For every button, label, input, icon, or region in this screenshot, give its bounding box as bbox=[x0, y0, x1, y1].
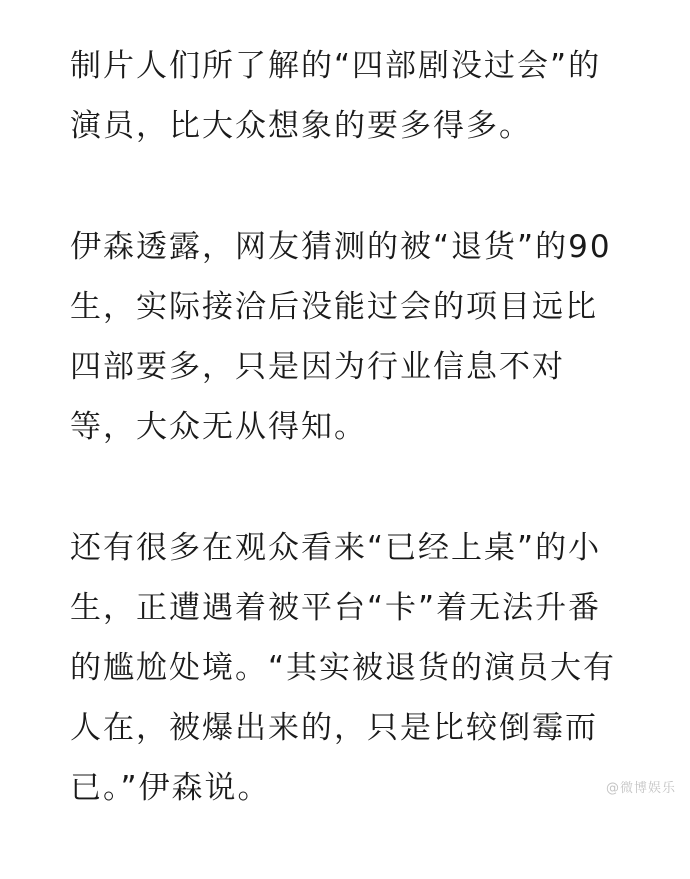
text-line: 伊森透露，网友猜测的被“退货”的90 bbox=[70, 229, 612, 265]
text-line: 演员，比大众想象的要多得多。 bbox=[70, 108, 532, 144]
watermark: @微博娱乐 bbox=[605, 781, 676, 796]
text-line: 已。”伊森说。 bbox=[70, 770, 271, 806]
text-line: 人在，被爆出来的，只是比较倒霉而 bbox=[70, 710, 598, 746]
text-line: 制片人们所了解的“四部剧没过会”的 bbox=[70, 48, 602, 84]
text-line: 的尴尬处境。“其实被退货的演员大有 bbox=[70, 650, 617, 686]
article-body bbox=[70, 36, 630, 879]
text-line: 还有很多在观众看来“已经上桌”的小 bbox=[70, 530, 602, 566]
text-line: 生，实际接洽后没能过会的项目远比 bbox=[70, 289, 598, 325]
text-line: 四部要多，只是因为行业信息不对 bbox=[70, 349, 565, 385]
paragraph-3 bbox=[70, 518, 630, 818]
paragraph-1 bbox=[70, 36, 630, 156]
text-line: 等，大众无从得知。 bbox=[70, 409, 367, 445]
text-line: 生，正遭遇着被平台“卡”着无法升番 bbox=[70, 590, 602, 626]
paragraph-2 bbox=[70, 217, 630, 457]
